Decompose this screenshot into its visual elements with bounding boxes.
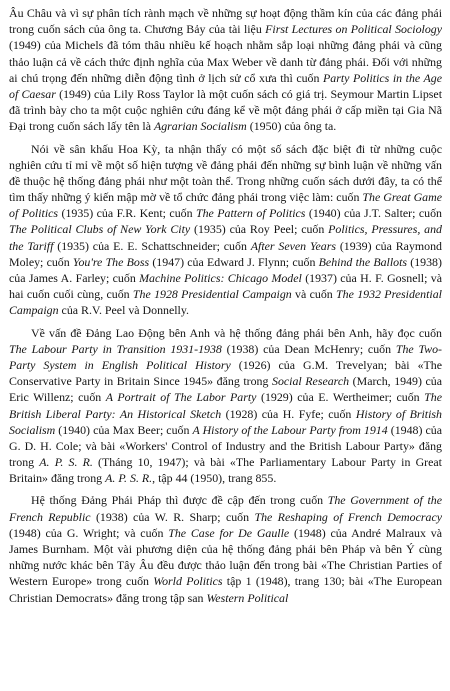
italic-title-text: The Case for De Gaulle: [168, 525, 290, 540]
italic-title-text: A History of the Labour Party from 1914: [192, 422, 388, 437]
paragraph-text: (1937) của H. F. Gosnell; và hai cuốn cuối cùng, cuốn: [9, 271, 442, 302]
italic-title-text: The Reshaping of French Democracy: [254, 509, 442, 524]
paragraph-text: (1949) của Lily Ross Taylor là một cuốn sách có giá trị. Seymour Martin Lipset đã trình bày cho ta một cuộc nghiên cứu đáng kể về một đảng phái ở cấp miền tại Gia Nã Đại trong cuốn sách lấy tên là: [9, 86, 443, 134]
italic-title-text: After Seven Years: [250, 238, 336, 253]
paragraph-text: (1938) của Dean McHenry; cuốn: [221, 341, 396, 356]
paragraph-text: (1949) của Michels đã tóm thâu nhiều kế hoạch nhằm sắp loại những đảng phái và cũng thảo luận cả về cách thức định nghĩa của Max Weber về danh từ đảng phái. Đối với những ai chú trọng đến những diễn động tình ở lịch sử cổ xưa thì cuốn: [9, 38, 442, 85]
body-paragraph: [9, 492, 442, 605]
paragraph-text: (1939) của Raymond Moley; cuốn: [9, 238, 442, 269]
italic-title-text: The Two-Party System in English Political History: [9, 341, 443, 372]
paragraph-text: (1938) của W. R. Sharp; cuốn: [90, 509, 255, 524]
paragraph-text: Nói về sân khấu Hoa Kỳ, ta nhận thấy có một số sách đặc biệt đi từ những cuộc nghiên cứu tỉ mỉ về một số hiện tượng về đảng phái đến những sự bình luận về những vấn đề thuộc hệ thống đảng phái như một toàn thể. Trong những cuốn sách dưới đây, ta có thể tìm thấy những ý kiến mập mờ về tổ chức đảng phái trong việc làm: cuốn: [9, 141, 442, 205]
paragraph-text: và cuốn: [291, 287, 337, 302]
paragraph-text: (March, 1949) của Eric Willenz; cuốn: [9, 374, 442, 405]
paragraph-text: (1935) của E. E. Schattschneider; cuốn: [53, 238, 251, 253]
paragraph-text: Về vấn đề Đảng Lao Động bên Anh và hệ thống đảng phái bên Anh, hãy đọc cuốn: [31, 325, 442, 340]
paragraph-text: của R.V. Peel và Donnelly.: [58, 303, 190, 318]
italic-title-text: The Great Game of Politics: [9, 190, 442, 221]
paragraph-text: (1935) của F.R. Kent; cuốn: [58, 206, 196, 221]
paragraph-text: (1947) của Edward J. Flynn; cuốn: [149, 254, 319, 269]
paragraph-text: (1940) của J.T. Salter; cuốn: [305, 206, 442, 221]
paragraph-text: (1948) của G. D. H. Cole; và bài «Workers' Control of Industry and the British Labour Party» đăng trong: [9, 422, 442, 470]
italic-title-text: Politics, Pressures, and the Tariff: [9, 222, 442, 253]
italic-title-text: You're The Boss: [72, 254, 150, 269]
italic-title-text: The 1928 Presidential Campaign: [132, 287, 292, 302]
italic-title-text: Social Research: [272, 374, 350, 389]
italic-title-text: Western Political: [206, 590, 289, 605]
italic-title-text: Agrarian Socialism: [153, 119, 247, 134]
italic-title-text: The Political Clubs of New York City: [9, 222, 191, 237]
italic-title-text: World Politics: [153, 574, 223, 589]
italic-title-text: The Labour Party in Transition 1931-1938: [9, 341, 222, 356]
italic-title-text: The Pattern of Politics: [196, 206, 306, 221]
paragraph-text: Hệ thống Đảng Phái Pháp thì được đề cập đến trong cuốn: [31, 493, 328, 508]
italic-title-text: The Government of the French Republic: [9, 493, 442, 524]
italic-title-text: Machine Politics: Chicago Model: [139, 271, 302, 285]
italic-title-text: First Lectures on Political Sociology: [265, 22, 442, 37]
italic-title-text: The British Liberal Party: An Historical Sketch: [9, 390, 442, 421]
paragraph-text: Âu Châu và vì sự phân tích rành mạch về những sự hoạt động thầm kín của các đảng phái trong cuốn sách của ông ta. Chương Bảy của tài liệu: [9, 6, 442, 37]
paragraph-text: , tập 44 (1950), trang 855.: [152, 471, 277, 486]
body-paragraph: [9, 141, 442, 319]
paragraph-text: (1938) của James A. Farley; cuốn: [9, 254, 442, 285]
paragraph-text: (1948) của G. Wright; và cuốn: [9, 525, 169, 540]
paragraph-text: (1940) của Max Beer; cuốn: [55, 422, 193, 437]
italic-title-text: A Portrait of The Labor Party: [105, 390, 257, 405]
paragraph-text: tập 1 (1948), trang 130; bài «The European Christian Democrats» đăng trong tập san: [9, 574, 443, 605]
italic-title-text: History of British Socialism: [9, 406, 442, 437]
body-paragraph: [9, 325, 442, 487]
italic-title-text: The 1932 Presidential Campaign: [9, 287, 442, 318]
body-paragraph: [9, 5, 442, 135]
italic-title-text: A. P. S. R.: [39, 455, 93, 470]
paragraph-text: (1928) của H. Fyfe; cuốn: [221, 406, 356, 421]
italic-title-text: A. P. S. R.: [105, 471, 153, 486]
paragraph-text: (1935) của Roy Peel; cuốn: [190, 222, 329, 237]
italic-title-text: Party Politics in the Age of Caesar: [9, 70, 442, 101]
paragraph-text: (1926) của G.M. Trevelyan; bài «The Conservative Party in Britain Since 1945» đăng trong: [9, 357, 442, 389]
paragraph-text: (1929) của E. Wertheimer; cuốn: [256, 390, 425, 405]
italic-title-text: Behind the Ballots: [318, 254, 408, 269]
paragraph-text: (1950) của ông ta.: [246, 119, 337, 134]
paragraph-text: (Tháng 10, 1947); và bài «The Parliamentary Labour Party in Great Britain» đăng trong: [9, 455, 442, 486]
paragraph-text: (1948) của André Malraux và James Burnham. Một vài phương diện của hệ thống đảng phái bên Pháp và bên Ý cùng những nước khác bên Tây Âu đều được thảo luận đến trong bài «The Christian Parties of Western Europe» trong cuốn: [9, 525, 442, 589]
